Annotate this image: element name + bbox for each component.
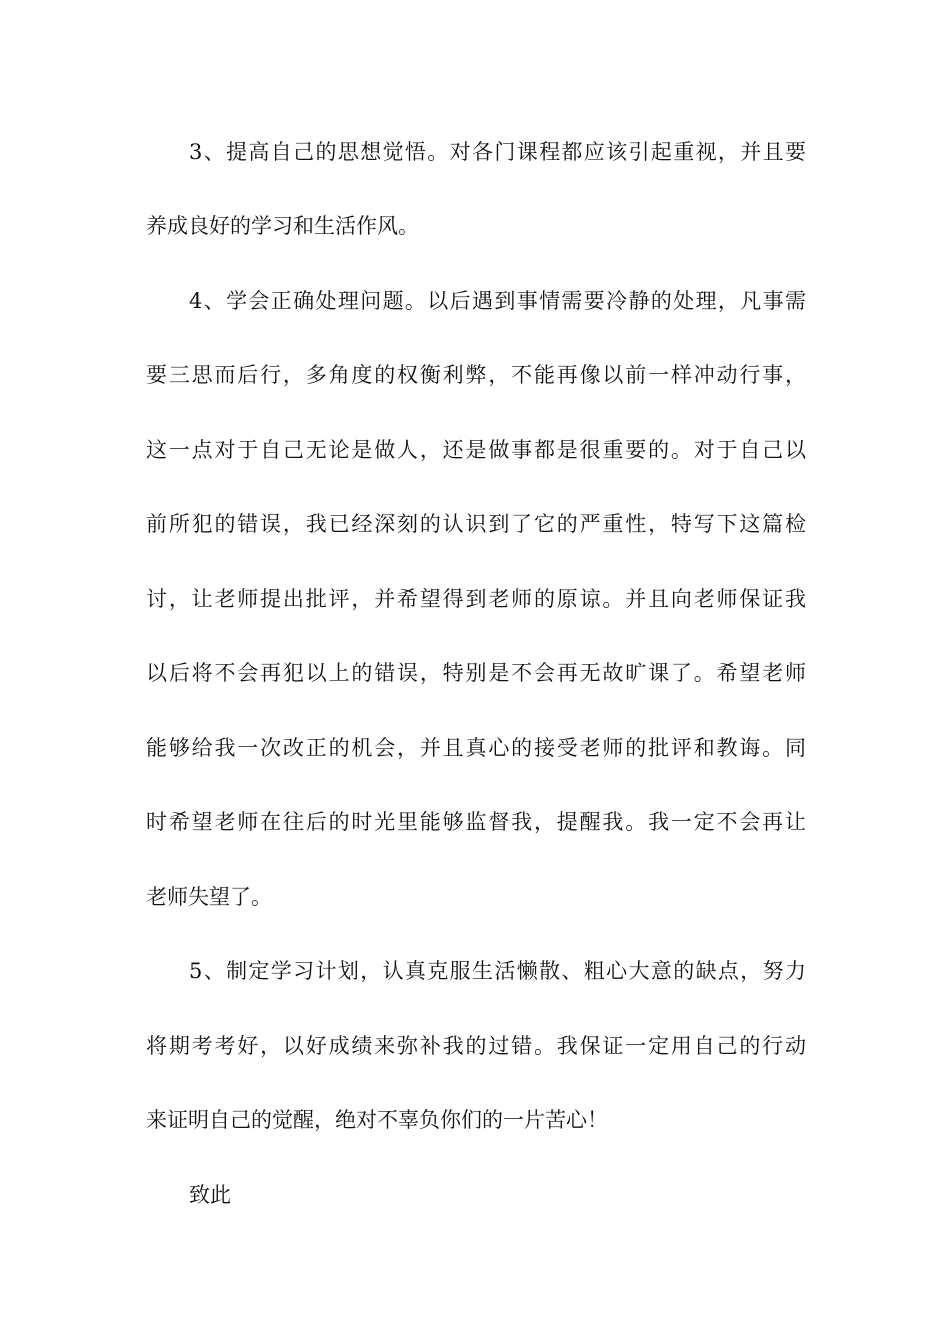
paragraph-4-line-4: 前所犯的错误，我已经深刻的认识到了它的严重性，特写下这篇检: [146, 512, 806, 536]
paragraph-4-line-6: 以后将不会再犯以上的错误，特别是不会再无故旷课了。希望老师: [146, 661, 806, 685]
closing-salutation: 致此: [189, 1183, 231, 1207]
paragraph-4-line-1: 4、学会正确处理问题。以后遇到事情需要冷静的处理，凡事需: [189, 289, 806, 313]
paragraph-5-line-1: 5、制定学习计划，认真克服生活懒散、粗心大意的缺点，努力: [189, 959, 806, 983]
paragraph-5-line-2: 将期考考好，以好成绩来弥补我的过错。我保证一定用自己的行动: [146, 1034, 806, 1058]
paragraph-4-line-3: 这一点对于自己无论是做人，还是做事都是很重要的。对于自己以: [146, 438, 806, 462]
paragraph-5-line-3: 来证明自己的觉醒，绝对不辜负你们的一片苦心！: [146, 1108, 608, 1132]
paragraph-4-line-5: 讨，让老师提出批评，并希望得到老师的原谅。并且向老师保证我: [146, 587, 806, 611]
paragraph-4-line-7: 能够给我一次改正的机会，并且真心的接受老师的批评和教诲。同: [146, 736, 806, 760]
paragraph-3-line-1: 3、提高自己的思想觉悟。对各门课程都应该引起重视，并且要: [189, 140, 806, 164]
paragraph-4-line-9: 老师失望了。: [146, 885, 272, 909]
paragraph-4-line-2: 要三思而后行，多角度的权衡利弊，不能再像以前一样冲动行事，: [146, 363, 806, 387]
paragraph-3-line-2: 养成良好的学习和生活作风。: [146, 214, 419, 238]
paragraph-4-line-8: 时希望老师在往后的时光里能够监督我，提醒我。我一定不会再让: [146, 810, 806, 834]
